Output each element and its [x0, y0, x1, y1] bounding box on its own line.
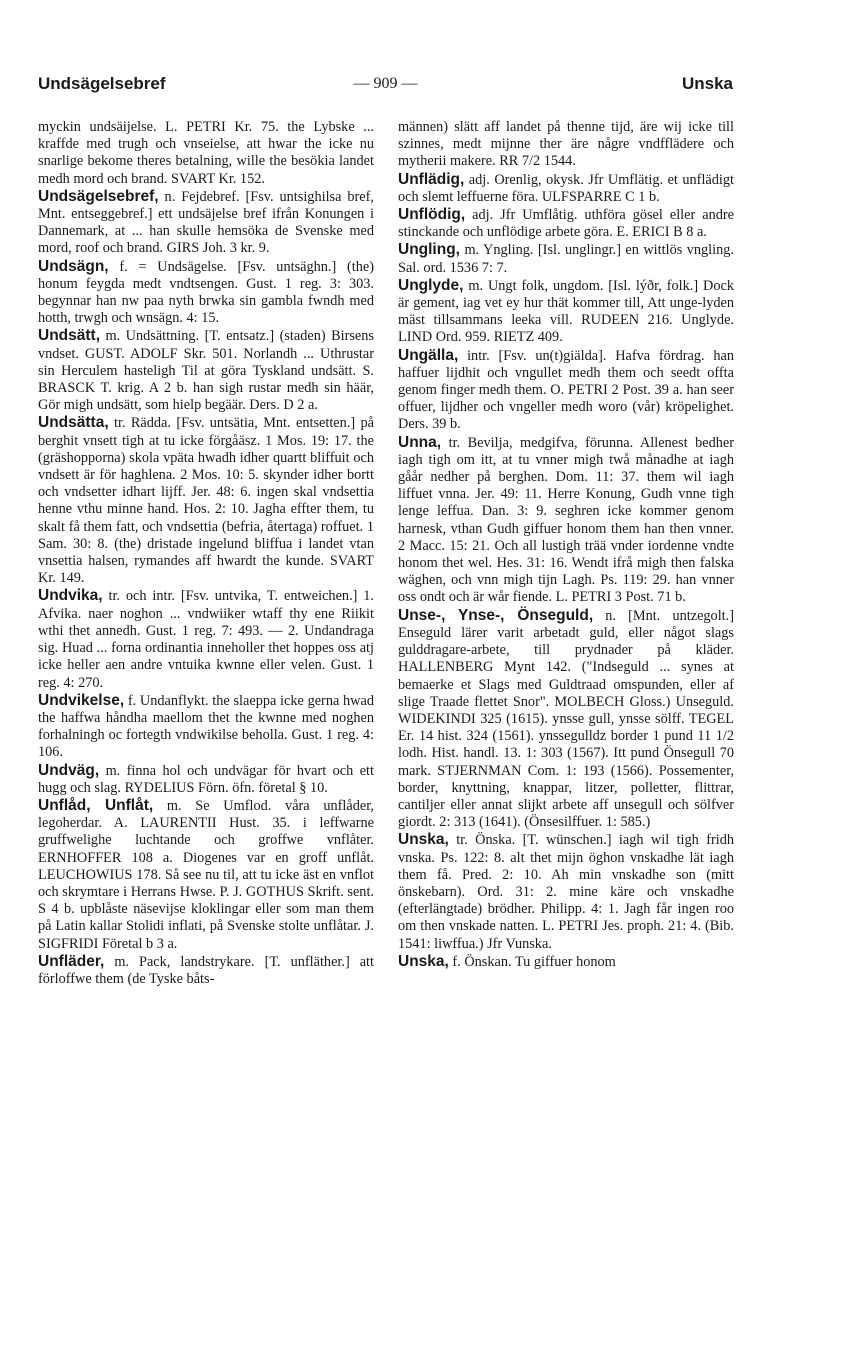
entry-headword: Ungälla,	[398, 346, 459, 364]
entry	[38, 692, 374, 762]
entry-text: adj. Jfr Umflåtig. uthföra gösel eller andre stinckande och unflödige arbete göra. E. ERICI B 8 a.	[398, 207, 734, 241]
entry-text: männen) slätt aff landet på thenne tijd, äre wij icke till szinnes, medt mijnne ther äre någre vndfflädere och mytherii makere. RR 7/2 1544.	[398, 119, 734, 170]
entry-text: intr. [Fsv. un(t)giälda]. Hafva fördrag. han haffuer lijdhit och vngullet medh them och seedt offta genom finger medh them. O. PETRI 2 Post. 39 a. han seer offuer, lijdher och vngeller medh woro (vår) kröpelighet. Ders. 39 b.	[398, 347, 734, 433]
entry-text: myckin undsäijelse. L. PETRI Kr. 75. the Lybske ... kraffde med trugh och vnseielse, att hwar the icke nu snarlige bekome theres betalning, wille the besökia landet medh mord och brand. SVART Kr. 152.	[38, 119, 374, 187]
entry-text: n. Fejdebref. [Fsv. untsighilsa bref, Mnt. entseggebref.] ett undsäjelse bref ifrån Konungen i Dannemark, at ... han skulle hemsöka de Svenske med mord, roof och brand. GIRS Joh. 3 kr. 9.	[38, 188, 374, 257]
entry	[398, 831, 734, 952]
entry-text: adj. Orenlig, okysk. Jfr Umflätig. et unflädigt och slemt leffuerne föra. ULFSPARRE C 1 b.	[398, 171, 734, 205]
entry-headword: Undväg,	[38, 761, 100, 779]
entry-text: f. = Undsägelse. [Fsv. untsäghn.] (the) honum feygda medt vndtsengen. Gust. 1 reg. 3: 303. begynnar han nw paa nyth brwka sin gambla fwndh med hotth, trwgh och wnsägn. 4: 15.	[38, 258, 374, 327]
running-head-right: Unska	[681, 74, 733, 93]
entry-headword: Ungling,	[398, 241, 460, 259]
entry-text: m. finna hol och undvägar för hvart och ett hugg och slag. RYDELIUS Förn. öfn. företal § 10.	[38, 762, 374, 796]
entry-text: m. Pack, landstrykare. [T. unfläther.] att förloffwe them (de Tyske båts-	[38, 953, 374, 987]
page-header	[38, 74, 733, 100]
page-number: — 909 —	[353, 75, 418, 92]
entry-headword: Undsätta,	[38, 414, 109, 432]
entry-headword: Unska,	[398, 952, 449, 970]
entry	[398, 607, 734, 832]
entry-text: tr. Rädda. [Fsv. untsätia, Mnt. entsetten.] på berghit vnsett tigh at tu icke förgåäsz. 1 Mos. 19: 17. the (gräshopporna) skola vpäta hwadh idher quartt bliffuit och vndsett är för haghlena. 2 Mos. 10: 5. skynder idher bortt och vndsetter idhart lijff. Jer. 48: 6. ingen skal vndsettia henne vthu minne hand. Hos. 2: 10. Jagha effter them, tu skalt få them fatt, och vndsettia (befria, återtaga) roffuet. 1 Sam. 30: 8. (the) dristade ingelund bliffua i landet vtan vnsettia halsen, rymandes aff hwardt the kunde. SVART Kr. 149.	[38, 415, 374, 587]
entry	[398, 953, 734, 971]
entry-text: tr. Bevilja, medgifva, förunna. Allenest bedher iagh tigh om itt, at tu vnner migh twå månadhe at iagh gåår nedher på berghen. Dom. 11: 37. them wil iagh liffuet vnna. Jer. 49: 11. Herre Konung, Gudh vnne tigh lenge leffua. Dan. 3: 9. seghren icke kommer genom harnesk, vthan Gudh giffuer honom them han then vnner. 2 Macc. 15: 21. Och all lustigh trää vnder iordenne vndte honom thet wel. Hes. 31: 16. Wendt ifrå migh then falska wäghen, och vnn migh tijn Lagh. Ps. 119: 29. han vnner oss ondt och är wår fiende. L. PETRI 3 Post. 71 b.	[398, 434, 734, 606]
entry-headword: Unflåd, Unflåt,	[38, 796, 154, 814]
entry	[38, 414, 374, 587]
entry-headword: Unfläder,	[38, 952, 105, 970]
entry-text: m. Ungt folk, ungdom. [Isl. lýðr, folk.] Dock är gement, iag vet ey hur thät kommer till, Att unge-lyden mäst tillsammans leeka vill. RUDEEN 216. Unglyde. LIND Ord. 959. RIETZ 409.	[398, 277, 734, 346]
entry-text: tr. Önska. [T. wünschen.] iagh wil tigh fridh vnska. Ps. 122: 8. alt thet mijn öghon vnskadhe lät iagh them få. Pred. 2: 10. Ah min vnskadhe son (mitt önskebarn). Ord. 31: 2. mine käre och vnskadhe (efterlängtade) brödher. Philipp. 4: 1. Jagh får ingen roo om then vnskade natten. L. PETRI Jes. proph. 21: 4. (Bib. 1541: liwffua.) Jfr Vunska.	[398, 832, 734, 952]
entry-headword: Unska,	[398, 831, 449, 849]
right-column	[398, 118, 734, 1248]
entry-text: f. Önskan. Tu giffuer honom	[448, 953, 616, 970]
entry-headword: Undvikelse,	[38, 691, 125, 709]
entry-text: n. [Mnt. untzegolt.] Enseguld lärer varit arbetadt guld, eller något slags gulddragare-arbete, till prydnader på kläder. HALLENBERG Mynt 142. ("Indseguld ... synes at bemaerke et Slags med Guldtraad omspunden, eller af slige Traade flettet Snor". MOLBECH Gloss.) Unseguld. WIDEKINDI 325 (1615). ynsse gull, ynsse sölff. TEGEL Er. 14 hist. 324 (1561). ynssegulldz border 1 pund 11 1/2 lodh. Hist. handl. 13. 1: 303 (1567). Itt pund Önsegull 70 mark. STJERNMAN Com. 1: 193 (1566). Possementer, border, knyttning, knappar, litzer, polletter, flittrar, cantiljer eller annat slijkt arbete aff unsegull och sölfver giordt. 2: 313 (1641). (Önsesilffuer. 1: 585.)	[398, 607, 734, 831]
left-column	[38, 118, 374, 1248]
entry-headword: Undsägelsebref,	[38, 187, 159, 205]
entry-text: m. Undsättning. [T. entsatz.] (staden) Birsens vndset. GUST. ADOLF Skr. 501. Norlandh ... Uthrustar sin Herculem hasteligh Til at göra Tyskland undsätt. S. BRASCK T. krig. A 2 b. han sigh rustar medh sin häär, Gör migh undsätt, som hielp begäär. Ders. D 2 a.	[38, 328, 374, 414]
entry	[398, 118, 734, 171]
entry	[398, 206, 734, 241]
entry-headword: Undsätt,	[38, 327, 100, 345]
entry	[398, 434, 734, 607]
entry-text: f. Undanflykt. the slaeppa icke gerna hwad the haffwa håndha maellom thet the kwnne med noghen forhalningh oc fortegth vndwikilse beholla. Gust. 1 reg. 4: 106.	[38, 692, 374, 761]
entry-headword: Unflädig,	[398, 170, 465, 188]
entry	[398, 347, 734, 434]
entry	[38, 762, 374, 797]
entry	[38, 327, 374, 414]
entry	[38, 188, 374, 258]
entry	[38, 797, 374, 953]
entry-text: tr. och intr. [Fsv. untvika, T. entweichen.] 1. Afvika. naer noghon ... vndwiiker wtaff thy ene Riikit wthi thet annedh. Gust. 1 reg. 7: 493. — 2. Undandraga sig. Huad ... forna ordinantia inneholler thet hoppes oss atj icke heller aen andre vntuika kwnne eller velen. Gust. 1 reg. 4: 270.	[38, 588, 374, 691]
entry	[398, 171, 734, 206]
entry	[398, 241, 734, 276]
entry-headword: Undvika,	[38, 587, 103, 605]
entry-headword: Unflödig,	[398, 206, 466, 224]
entry-text: m. Yngling. [Isl. unglingr.] en wittlös vngling. Sal. ord. 1536 7: 7.	[398, 242, 734, 276]
entry	[38, 258, 374, 328]
entry-headword: Unglyde,	[398, 276, 464, 294]
entry-headword: Unse-, Ynse-, Önseguld,	[398, 606, 594, 624]
entry-headword: Unna,	[398, 433, 442, 451]
entry	[398, 277, 734, 347]
entry-headword: Undsägn,	[38, 257, 109, 275]
running-head-left: Undsägelsebref	[38, 74, 166, 93]
entry	[38, 587, 374, 691]
entry	[38, 118, 374, 188]
entry-text: m. Se Umflod. våra unflåder, legoherdar. A. LAURENTII Hust. 35. i leffwarne gruffwelighe luchtande och groffwe vnflåter. ERNHOFFER 108 a. Diogenes var en groff unflåt. LEUCHOWIUS 178. Så see nu til, att tu icke äst en vnflot och skrymtare i Herrans Hwse. P. J. GOTHUS Skrift. sent. S 4 b. upblåste näsevijse kloklingar eller som man them på Latin kallar Stolidi inflati, på Svenske stolte unflåtar. J. SIGFRIDI Företal b 3 a.	[38, 797, 374, 952]
entry	[38, 953, 374, 988]
